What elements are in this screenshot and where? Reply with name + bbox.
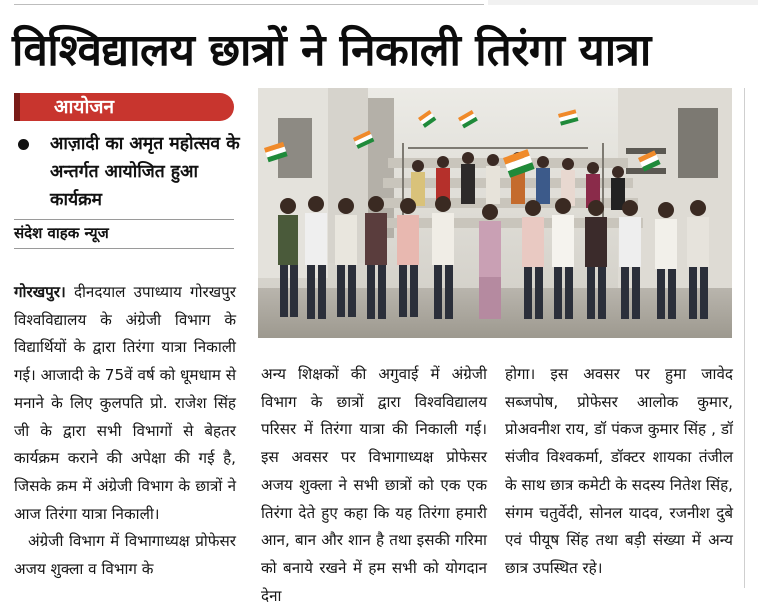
section-tag: आयोजन	[14, 93, 234, 121]
kicker	[22, 130, 252, 214]
divider	[14, 219, 234, 220]
top-rule-shade	[488, 0, 758, 5]
group-photo-image	[258, 88, 732, 338]
paragraph-text: दीनदयाल उपाध्याय गोरखपुर विश्वविद्यालय के अंग्रेजी विभाग के विद्यार्थियों के द्वारा तिरंगा यात्रा निकाली गई। आजादी के 75वें वर्ष को धूमधाम से मनाने के लिए कुलपति प्रो. राजेश सिंह जी के द्वारा सभी विभागों से बेहतर कार्यक्रम कराने की अपेक्षा की गई है, जिसके क्रम में अंग्रेजी विभाग के छात्रों ने आज तिरंगा यात्रा निकाली।	[14, 283, 236, 523]
kicker-text: आज़ादी का अमृत महोत्सव के अन्तर्गत आयोजित हुआ कार्यक्रम	[50, 134, 240, 210]
column-divider	[744, 88, 745, 588]
top-rule	[14, 0, 484, 5]
adjacent-column-clipped	[746, 88, 758, 588]
article-column-3: होगा। इस अवसर पर हुमा जावेद सब्जपोष, प्रोफेसर आलोक कुमार, प्रोअवनीश राय, डॉ पंकज कुमार सिंह , डॉ संजीव विश्वकर्मा, डॉक्टर शायका तंजील के साथ छात्र कमेटी के सदस्य नितेश सिंह, संगम चतुर्वेदी, सोनल यादव, रजनीश दुबे एवं पीयूष सिंह तथा बड़ी संख्या में अन्य छात्र उपस्थित रहे।	[505, 365, 733, 577]
byline: संदेश वाहक न्यूज	[14, 224, 109, 242]
article-paragraph: अंग्रेजी विभाग में विभागाध्यक्ष प्रोफेसर अजय शुक्ला व विभाग के	[14, 532, 236, 579]
dateline: गोरखपुर।	[14, 283, 66, 301]
article-paragraph	[14, 279, 236, 528]
divider	[14, 248, 234, 249]
section-tag-mark	[14, 93, 20, 121]
news-photo	[258, 88, 732, 338]
headline: विश्विद्यालय छात्रों ने निकाली तिरंगा यात्रा	[12, 25, 651, 76]
article-column-2: अन्य शिक्षकों की अगुवाई में अंग्रेजी विभाग के छात्रों द्वारा विश्वविद्यालय परिसर में तिरंगा यात्रा की निकाली गई। इस अवसर पर विभागाध्यक्ष प्रोफेसर अजय शुक्ला ने सभी छात्रों को एक एक तिरंगा देते हुए कहा कि यह तिरंगा हमारी आन, बान और शान है तथा इसकी गरिमा को बनाये रखने में हम सभी को योगदान देना	[261, 365, 487, 605]
article-column-1	[14, 279, 236, 584]
